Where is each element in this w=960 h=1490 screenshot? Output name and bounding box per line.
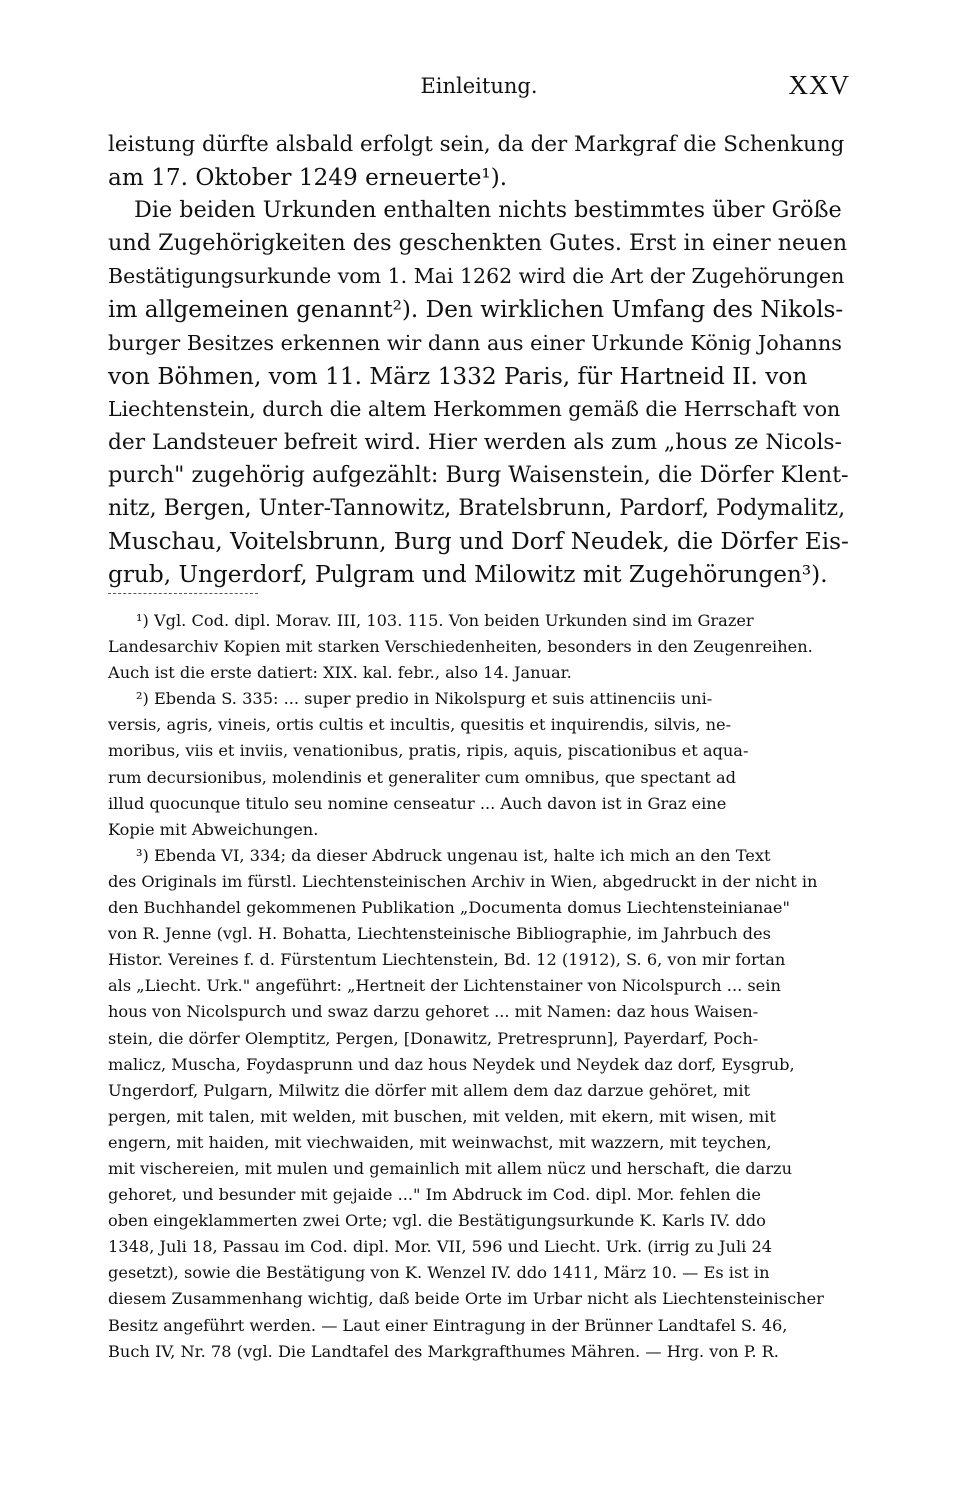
page-number: XXV xyxy=(788,70,850,100)
footnote-line: illud quocunque titulo seu nomine censeatur ... Auch davon ist in Graz eine xyxy=(108,793,727,813)
text-line: Muschau, Voitelsbrunn, Burg und Dorf Neudek, die Dörfer Eis- xyxy=(108,528,849,556)
footnote-line: gehoret, und besunder mit gejaide ..." Im Abdruck im Cod. dipl. Mor. fehlen die xyxy=(108,1185,761,1205)
footnote-line: Buch IV, Nr. 78 (vgl. Die Landtafel des Markgrafthumes Mähren. — Hrg. von P. R. xyxy=(108,1341,779,1361)
footnote-line: 1348, Juli 18, Passau im Cod. dipl. Mor. VII, 596 und Liecht. Urk. (irrig zu Juli 24 xyxy=(108,1237,773,1257)
text-line: Die beiden Urkunden enthalten nichts bestimmtes über Größe xyxy=(134,197,842,224)
text-line: der Landsteuer befreit wird. Hier werden als zum „hous ze Nicols- xyxy=(108,429,842,455)
text-line: nitz, Bergen, Unter-Tannowitz, Bratelsbrunn, Pardorf, Podymalitz, xyxy=(108,496,846,522)
text-line: im allgemeinen genannt²). Den wirklichen Umfang des Nikols- xyxy=(108,296,844,324)
text-line: von Böhmen, vom 11. März 1332 Paris, für Hartneid II. von xyxy=(108,362,808,390)
footnote-line: als „Liecht. Urk." angeführt: „Hertneit der Lichtenstainer von Nicolspurch ... sein xyxy=(108,976,781,996)
footnote-line: den Buchhandel gekommenen Publikation „Documenta domus Liechtensteinianae" xyxy=(108,898,790,918)
footnote-line: stein, die dörfer Olemptitz, Pergen, [Donawitz, Pretresprunn], Payerdarf, Poch- xyxy=(108,1028,759,1048)
footnote-line: hous von Nicolspurch und swaz darzu gehoret ... mit Namen: daz hous Waisen- xyxy=(108,1002,759,1022)
footnote-line: versis, agris, vineis, ortis cultis et incultis, quesitis et inquirendis, silvis, ne- xyxy=(108,715,732,735)
footnote-separator xyxy=(108,593,258,594)
footnote-line: von R. Jenne (vgl. H. Bohatta, Liechtensteinische Bibliographie, im Jahrbuch des xyxy=(108,924,771,944)
footnote-line: Kopie mit Abweichungen. xyxy=(108,819,319,839)
text-line: Bestätigungsurkunde vom 1. Mai 1262 wird die Art der Zugehörungen xyxy=(108,264,845,289)
main-text xyxy=(108,128,850,591)
footnote-line: Auch ist die erste datiert: XIX. kal. febr., also 14. Januar. xyxy=(108,663,572,683)
footnote-line: diesem Zusammenhang wichtig, daß beide Orte im Urbar nicht als Liechtensteinischer xyxy=(108,1289,824,1309)
footnote-line: des Originals im fürstl. Liechtensteinischen Archiv in Wien, abgedruckt in der nicht in xyxy=(108,871,818,891)
footnote-line: ³) Ebenda VI, 334; da dieser Abdruck ungenau ist, halte ich mich an den Text xyxy=(136,845,771,865)
text-line: Liechtenstein, durch die altem Herkommen gemäß die Herrschaft von xyxy=(108,396,841,421)
footnote-line: ²) Ebenda S. 335: ... super predio in Nikolspurg et suis attinenciis uni- xyxy=(136,689,713,709)
footnote-line: engern, mit haiden, mit viechwaiden, mit weinwachst, mit wazzern, mit teychen, xyxy=(108,1132,772,1152)
footnote-line: rum decursionibus, molendinis et generaliter cum omnibus, que spectant ad xyxy=(108,767,736,787)
text-line: purch" zugehörig aufgezählt: Burg Waisenstein, die Dörfer Klent- xyxy=(108,461,849,488)
footnote-line: oben eingeklammerten zwei Orte; vgl. die Bestätigungsurkunde K. Karls IV. ddo xyxy=(108,1211,766,1231)
footnote-line: Histor. Vereines f. d. Fürstentum Liechtenstein, Bd. 12 (1912), S. 6, von mir fortan xyxy=(108,950,786,970)
text-line: und Zugehörigkeiten des geschenkten Gutes. Erst in einer neuen xyxy=(108,230,848,257)
footnote-line: gesetzt), sowie die Bestätigung von K. Wenzel IV. ddo 1411, März 10. — Es ist in xyxy=(108,1263,770,1283)
footnote-line: Ungerdorf, Pulgarn, Milwitz die dörfer mit allem dem daz darzue gehöret, mit xyxy=(108,1080,751,1100)
text-line: am 17. Oktober 1249 erneuerte¹). xyxy=(108,164,508,192)
footnote-line: malicz, Muscha, Foydasprunn und daz hous Neydek und Neydek daz dorf, Eysgrub, xyxy=(108,1054,795,1074)
footnote-line: mit vischereien, mit mulen und gemainlich mit allem nücz und herschaft, die darzu xyxy=(108,1158,793,1178)
footnote-line: ¹) Vgl. Cod. dipl. Morav. III, 103. 115. Von beiden Urkunden sind im Grazer xyxy=(136,611,754,630)
footnotes xyxy=(108,608,850,1365)
footnote-line: Landesarchiv Kopien mit starken Verschiedenheiten, besonders in den Zeugenreihen. xyxy=(108,637,813,657)
text-line: leistung dürfte alsbald erfolgt sein, da der Markgraf die Schenkung xyxy=(108,132,845,157)
page-header xyxy=(108,68,850,108)
text-line: grub, Ungerdorf, Pulgram und Milowitz mit Zugehörungen³). xyxy=(108,561,828,589)
footnote-line: pergen, mit talen, mit welden, mit buschen, mit velden, mit ekern, mit wisen, mit xyxy=(108,1106,776,1126)
text-line: burger Besitzes erkennen wir dann aus einer Urkunde König Johanns xyxy=(108,330,842,355)
footnote-line: moribus, viis et inviis, venationibus, pratis, ripis, aquis, piscationibus et aqua- xyxy=(108,741,749,761)
running-title: Einleitung. xyxy=(420,74,538,98)
footnote-line: Besitz angeführt werden. — Laut einer Eintragung in der Brünner Landtafel S. 46, xyxy=(108,1315,788,1335)
